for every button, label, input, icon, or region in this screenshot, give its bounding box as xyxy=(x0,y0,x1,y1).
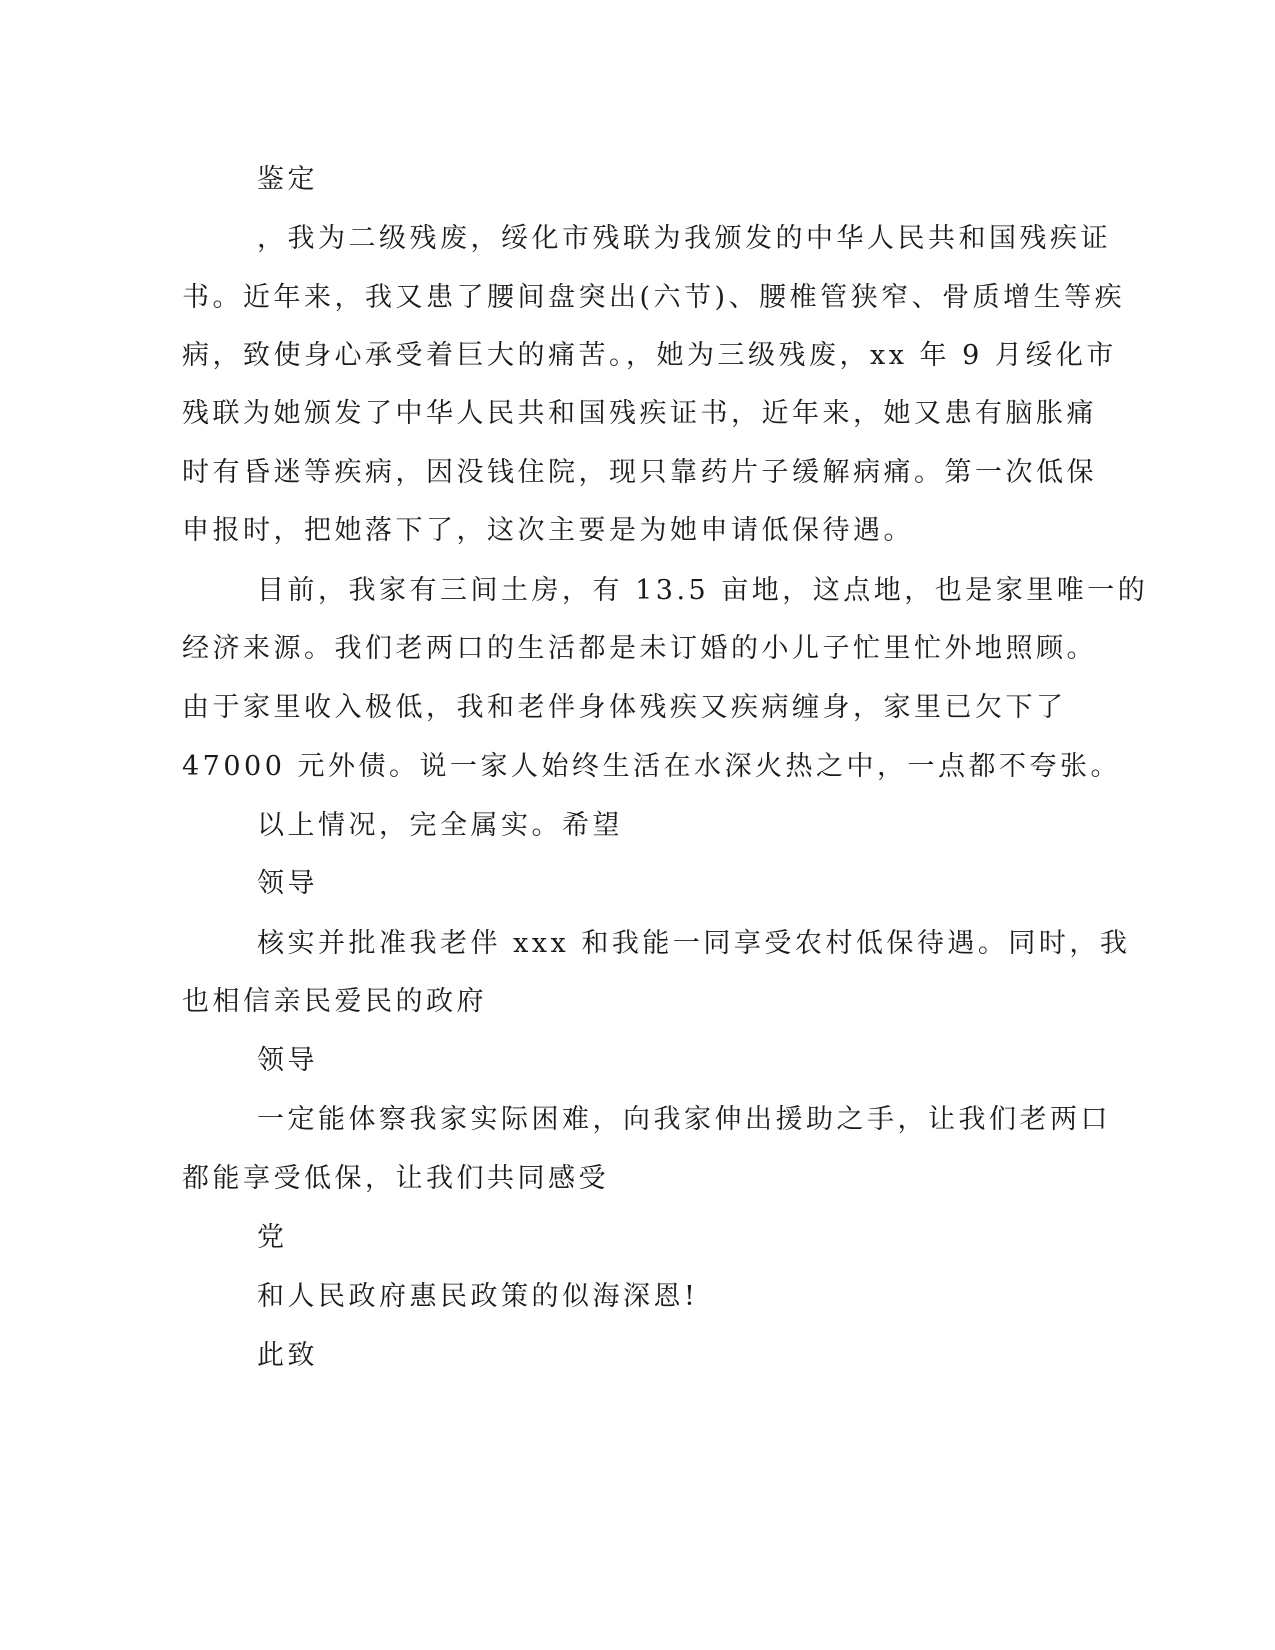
paragraph-3: 以上情况，完全属实。希望 xyxy=(257,810,623,841)
paragraph-9: 和人民政府惠民政策的似海深恩! xyxy=(257,1281,699,1312)
paragraph-1-line-4: 残联为她颁发了中华人民共和国残疾证书，近年来，她又患有脑胀痛 xyxy=(182,398,1097,429)
paragraph-1-line-3: 病，致使身心承受着巨大的痛苦。，她为三级残废，xx 年 9 月绥化市 xyxy=(182,340,1117,371)
paragraph-6: 领导 xyxy=(257,1045,318,1076)
paragraph-7-line-1: 一定能体察我家实际困难，向我家伸出援助之手，让我们老两口 xyxy=(257,1104,1111,1135)
paragraph-1-line-6: 申报时，把她落下了，这次主要是为她申请低保待遇。 xyxy=(182,515,914,546)
paragraph-8: 党 xyxy=(257,1222,288,1253)
paragraph-1-line-2: 书。近年来，我又患了腰间盘突出(六节)、腰椎管狭窄、骨质增生等疾 xyxy=(182,282,1126,313)
paragraph-2-line-1: 目前，我家有三间土房，有 13.5 亩地，这点地，也是家里唯一的 xyxy=(257,575,1149,606)
paragraph-5-line-1: 核实并批准我老伴 xxx 和我能一同享受农村低保待遇。同时，我 xyxy=(257,928,1131,959)
paragraph-4: 领导 xyxy=(257,868,318,899)
paragraph-5-line-2: 也相信亲民爱民的政府 xyxy=(182,986,487,1017)
heading-jianding: 鉴定 xyxy=(257,164,318,195)
paragraph-2-line-2: 经济来源。我们老两口的生活都是未订婚的小儿子忙里忙外地照顾。 xyxy=(182,633,1097,664)
paragraph-1-line-1: ，我为二级残废，绥化市残联为我颁发的中华人民共和国残疾证 xyxy=(257,223,1111,254)
paragraph-2-line-4: 47000 元外债。说一家人始终生活在水深火热之中，一点都不夸张。 xyxy=(182,751,1121,782)
closing-cizhi: 此致 xyxy=(257,1340,318,1371)
paragraph-7-line-2: 都能享受低保，让我们共同感受 xyxy=(182,1163,609,1194)
paragraph-2-line-3: 由于家里收入极低，我和老伴身体残疾又疾病缠身，家里已欠下了 xyxy=(182,692,1067,723)
paragraph-1-line-5: 时有昏迷等疾病，因没钱住院，现只靠药片子缓解病痛。第一次低保 xyxy=(182,457,1097,488)
